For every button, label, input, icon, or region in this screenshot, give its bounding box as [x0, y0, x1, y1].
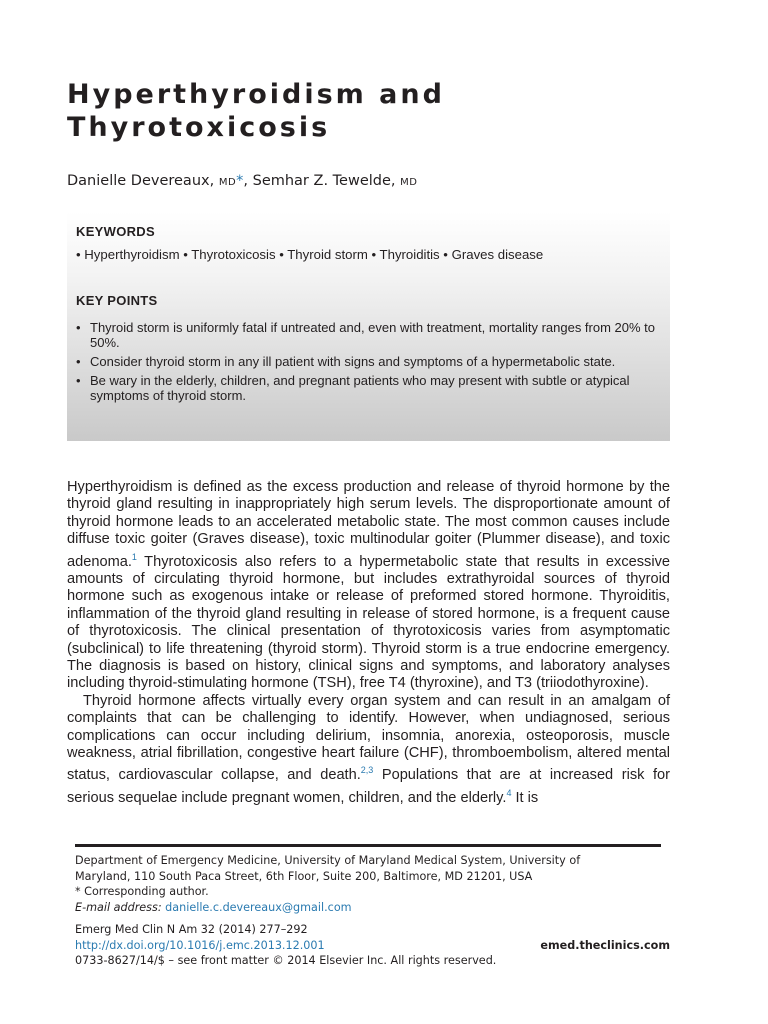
article-body — [67, 479, 670, 807]
email-line — [75, 900, 661, 916]
body-paragraph-2 — [67, 693, 670, 807]
affiliation-line: Maryland, 110 South Paca Street, 6th Floor, Suite 200, Baltimore, MD 21201, USA — [75, 869, 533, 883]
author-2-name: , Semhar Z. Tewelde, — [243, 173, 396, 189]
body-paragraph-1 — [67, 479, 670, 693]
author-2-degree: MD — [400, 177, 418, 188]
key-point: • Thyroid storm is uniformly fatal if untreated and, even with treatment, mortality ranges from 20% to 50%. — [76, 320, 664, 350]
title-line-1: Hyperthyroidism and — [67, 79, 445, 110]
reference-link[interactable]: 4 — [506, 787, 512, 798]
body-text: Hyperthyroidism is defined as the excess production and release of thyroid hormone by the thyroid gland resulting in inappropriately high serum levels. The disproportionate amount of thyroid hormone leads to an accelerated metabolic state. The most common causes include diffuse toxic goiter (Graves disease), toxic multinodular goiter (Plummer disease), and toxic adenoma. — [67, 479, 670, 570]
title-line-2: Thyrotoxicosis — [67, 112, 331, 143]
copyright-line: 0733-8627/14/$ – see front matter © 2014 Elsevier Inc. All rights reserved. — [75, 954, 497, 967]
body-text: Thyrotoxicosis also refers to a hypermetabolic state that results in excessive amounts of circulating thyroid hormone, but includes extrathyroidal sources of thyroid hormone such as exogenous intake or release of preformed stored hormone. Thyroiditis, inflammation of the thyroid gland resulting in release of stored hormone, is a frequent cause of thyrotoxicosis. The clinical presentation of thyrotoxicosis varies from asymptomatic (subclinical) to life threatening (thyroid storm). Thyroid storm is a true endocrine emergency. The diagnosis is based on history, clinical signs and symptoms, and laboratory analyses including thyroid-stimulating hormone (TSH), free T4 (thyroxine), and T3 (triiodothyroxine). — [67, 553, 670, 692]
author-1-name: Danielle Devereaux, — [67, 173, 215, 189]
journal-citation: Emerg Med Clin N Am 32 (2014) 277–292 — [75, 923, 308, 936]
key-point: • Be wary in the elderly, children, and pregnant patients who may present with subtle or atypical symptoms of thyroid storm. — [76, 373, 664, 403]
key-points-heading: KEY POINTS — [76, 293, 158, 308]
doi-link[interactable]: http://dx.doi.org/10.1016/j.emc.2013.12.001 — [75, 938, 325, 952]
author-list — [67, 173, 417, 189]
body-text: It is — [511, 789, 539, 806]
keywords-list: • Hyperthyroidism • Thyrotoxicosis • Thyroid storm • Thyroiditis • Graves disease — [76, 247, 544, 262]
corresponding-author-marker[interactable]: * — [236, 173, 244, 189]
journal-website: emed.theclinics.com — [540, 938, 670, 952]
footnote-divider — [75, 844, 661, 847]
author-1-degree: MD — [218, 177, 237, 188]
key-point: • Consider thyroid storm in any ill patient with signs and symptoms of a hypermetabolic state. — [76, 354, 664, 369]
keywords-heading: KEYWORDS — [76, 224, 155, 239]
body-text: Thyroid hormone affects virtually every organ system and can result in an amalgam of complaints that can be challenging to identify. However, when undiagnosed, serious complications can occur including delirium, insomnia, anorexia, osteoporosis, muscle weakness, atrial fibrillation, congestive heart failure (CHF), thromboembolism, altered mental status, cardiovascular collapse, and death. — [67, 692, 670, 784]
footnote-block — [75, 853, 661, 915]
email-link[interactable]: danielle.c.devereaux@gmail.com — [165, 900, 352, 914]
key-points-list — [76, 320, 664, 407]
citation-block — [75, 922, 670, 969]
corresponding-author-note: * Corresponding author. — [75, 885, 209, 898]
reference-link[interactable]: 2,3 — [360, 765, 374, 776]
body-text: Populations that are at increased risk for serious sequelae include pregnant women, children, and the elderly. — [67, 767, 670, 806]
keywords-keypoints-box — [67, 212, 670, 441]
email-label: E-mail address: — [75, 900, 162, 914]
reference-link[interactable]: 1 — [131, 551, 137, 562]
affiliation-line: Department of Emergency Medicine, University of Maryland Medical System, University of — [75, 854, 581, 867]
article-title — [67, 78, 445, 144]
